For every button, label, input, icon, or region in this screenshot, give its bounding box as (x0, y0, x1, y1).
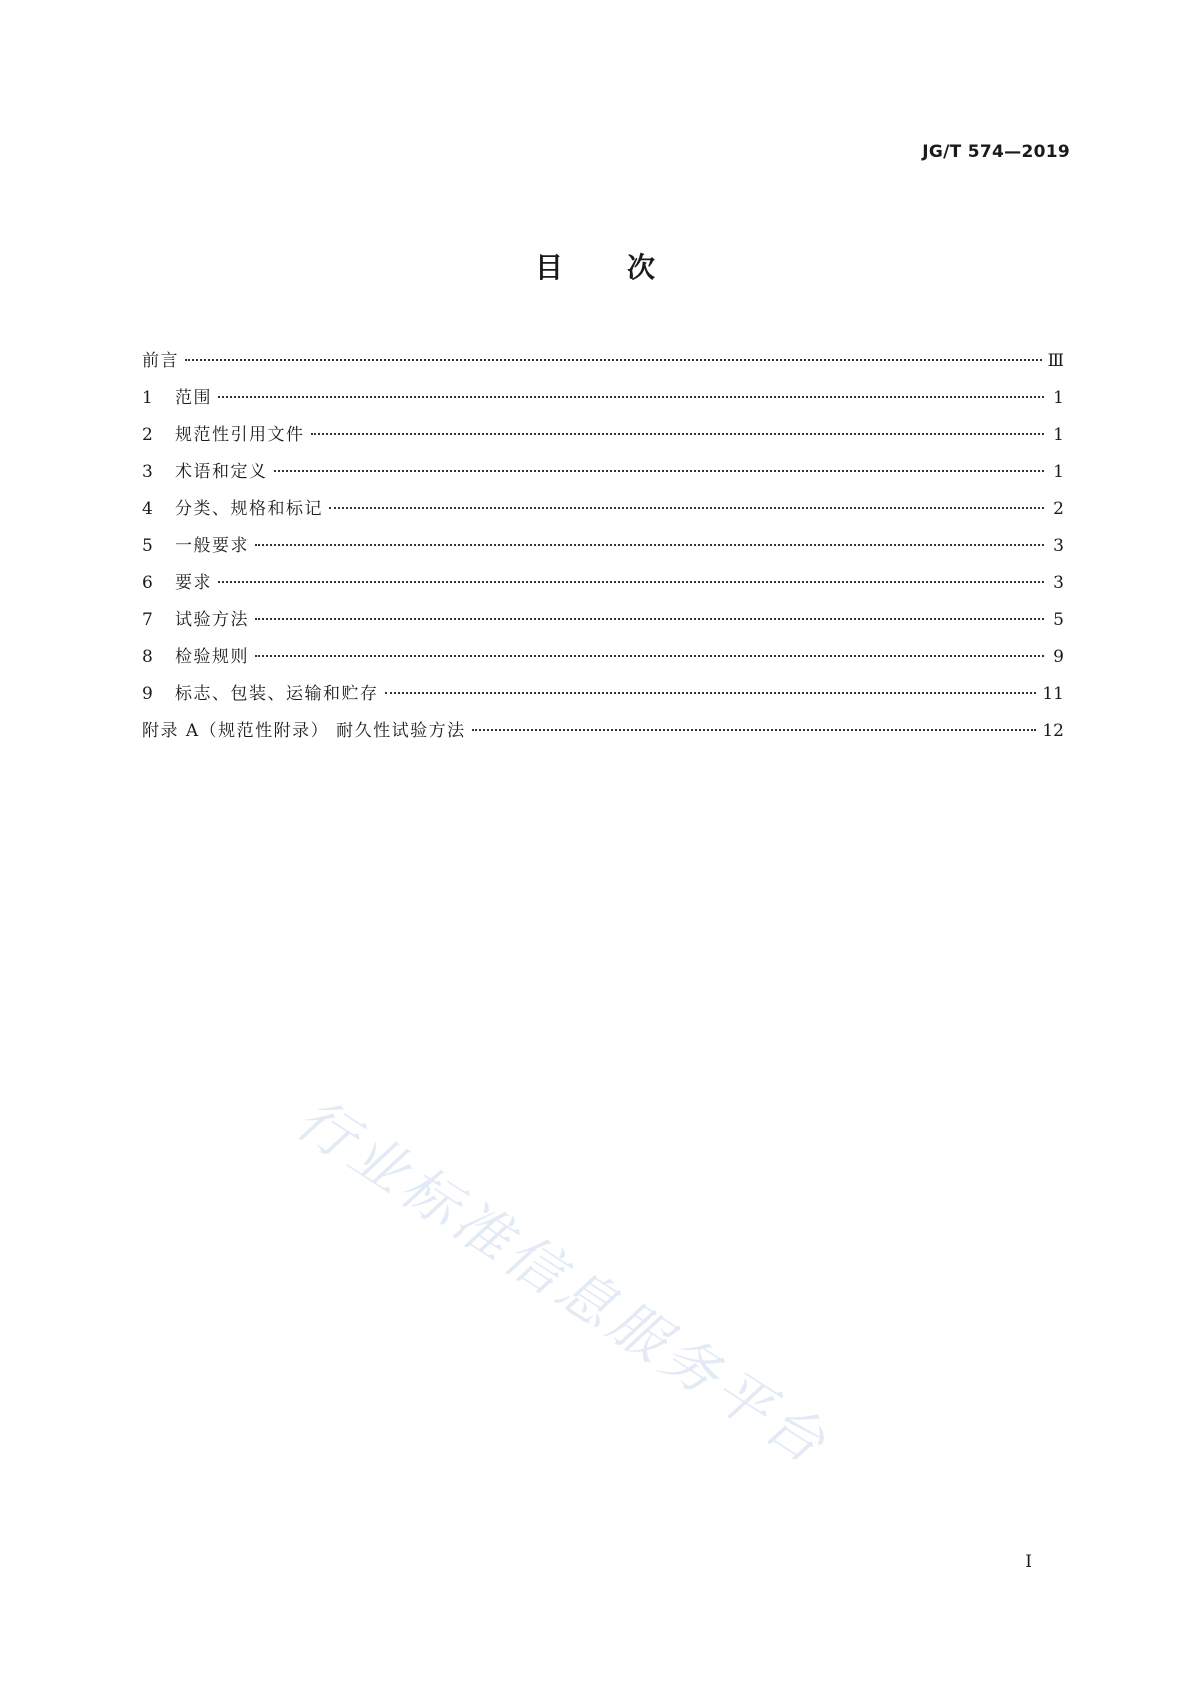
toc-entry-page: 1 (1053, 388, 1064, 408)
toc-entry-page: 11 (1042, 684, 1064, 704)
toc-entry-page: 1 (1053, 425, 1064, 445)
toc-title: 目次 (534, 251, 719, 284)
toc-entry-foreword[interactable] (142, 343, 1064, 380)
toc-entry-number: 1 (142, 388, 153, 408)
toc-entry-label: 前言 (142, 351, 179, 371)
toc-entry-page: 3 (1053, 536, 1064, 556)
standard-code: JG/T 574—2019 (922, 142, 1070, 162)
toc-entry-label: 术语和定义 (175, 462, 268, 482)
toc-leader-dots (218, 581, 1044, 583)
toc-entry-label: 一般要求 (175, 536, 249, 556)
toc-entry-page: 1 (1053, 462, 1064, 482)
toc-entry-number: 6 (142, 573, 153, 593)
toc-leader-dots (255, 655, 1044, 657)
toc-entry-number: 3 (142, 462, 153, 482)
toc-entry-label: 范围 (175, 388, 212, 408)
toc-entry-6[interactable] (142, 565, 1064, 602)
toc-leader-dots (255, 544, 1044, 546)
toc-leader-dots (329, 507, 1044, 509)
toc-entry-number: 7 (142, 610, 153, 630)
toc-entry-7[interactable] (142, 602, 1064, 639)
toc-entry-label: 标志、包装、运输和贮存 (175, 684, 379, 704)
toc-entry-page: 2 (1053, 499, 1064, 519)
toc-entry-number: 4 (142, 499, 153, 519)
toc-entry-8[interactable] (142, 639, 1064, 676)
toc-entry-number: 5 (142, 536, 153, 556)
toc-leader-dots (218, 396, 1044, 398)
toc-entry-page: 3 (1053, 573, 1064, 593)
toc-entry-9[interactable] (142, 676, 1064, 713)
page-number: I (1025, 1552, 1032, 1572)
toc-entry-label: 检验规则 (175, 647, 249, 667)
toc-entry-page: 5 (1053, 610, 1064, 630)
toc-entry-label: 分类、规格和标记 (175, 499, 323, 519)
toc-leader-dots (274, 470, 1045, 472)
toc-entry-5[interactable] (142, 528, 1064, 565)
toc-leader-dots (255, 618, 1044, 620)
toc-entry-1[interactable] (142, 380, 1064, 417)
toc-entry-number: 9 (142, 684, 153, 704)
watermark: 行业标准信息服务平台 (284, 1086, 841, 1479)
toc-entry-4[interactable] (142, 491, 1064, 528)
toc-entry-label: 规范性引用文件 (175, 425, 305, 445)
toc-entry-label: 试验方法 (175, 610, 249, 630)
table-of-contents (142, 343, 1064, 750)
toc-entry-label: 附录 A（规范性附录） 耐久性试验方法 (142, 721, 466, 741)
toc-leader-dots (311, 433, 1045, 435)
toc-entry-page: Ⅲ (1047, 351, 1064, 371)
toc-entry-page: 12 (1042, 721, 1064, 741)
toc-entry-appendix-a[interactable] (142, 713, 1064, 750)
toc-entry-number: 2 (142, 425, 153, 445)
toc-entry-3[interactable] (142, 454, 1064, 491)
toc-leader-dots (472, 729, 1037, 731)
toc-entry-2[interactable] (142, 417, 1064, 454)
toc-entry-page: 9 (1053, 647, 1064, 667)
toc-entry-number: 8 (142, 647, 153, 667)
toc-entry-label: 要求 (175, 573, 212, 593)
toc-leader-dots (385, 692, 1037, 694)
toc-leader-dots (185, 359, 1042, 361)
